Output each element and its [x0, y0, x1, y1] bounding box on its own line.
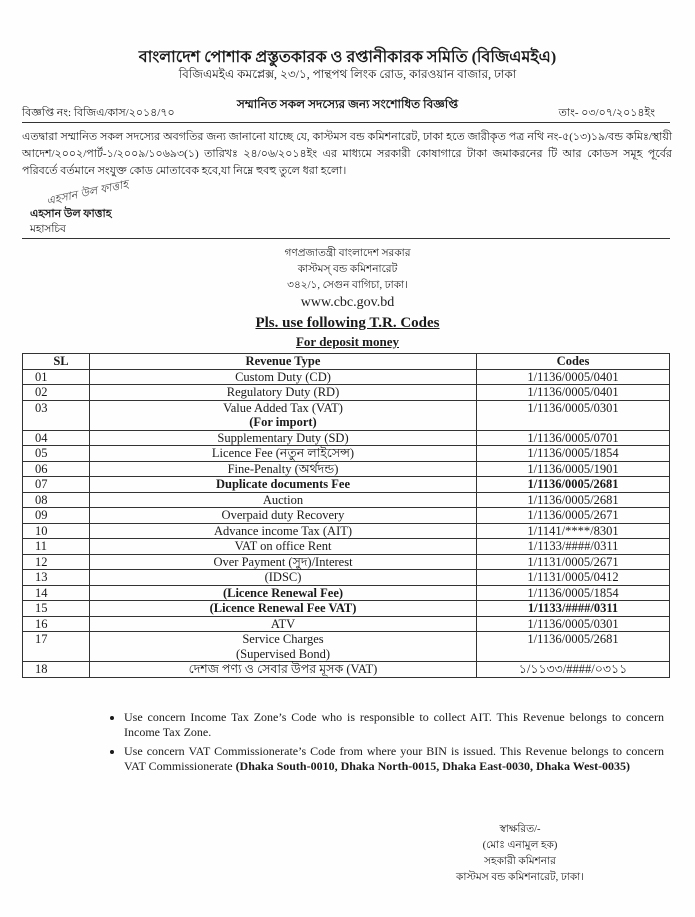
table-row [23, 632, 670, 662]
row-sl: 15 [23, 601, 90, 617]
table-row [23, 430, 670, 446]
row-code: ১/১১৩৩/####/০৩১১ [477, 662, 670, 678]
row-sl: 02 [23, 385, 90, 401]
row-revenue-type [90, 616, 477, 632]
row-revenue-type [90, 508, 477, 524]
row-code: 1/1133/####/0311 [477, 539, 670, 555]
signoff-title: সহকারী কমিশনার [484, 856, 556, 867]
signer-title: মহাসচিব [30, 224, 66, 235]
row-sl: 05 [23, 446, 90, 462]
table-row [23, 492, 670, 508]
row-sl: 03 [23, 400, 90, 430]
row-sl: 12 [23, 554, 90, 570]
header-revenue-type: Revenue Type [90, 354, 477, 370]
row-code: 1/1136/0005/0401 [477, 369, 670, 385]
tr-codes-heading: Pls. use following T.R. Codes [255, 315, 440, 331]
row-revenue-type [90, 369, 477, 385]
header-divider [22, 122, 670, 123]
table-header-row [23, 354, 670, 370]
government-name: গণপ্রজাতন্ত্রী বাংলাদেশ সরকার [284, 248, 411, 259]
table-row [23, 461, 670, 477]
row-code: 1/1136/0005/2671 [477, 508, 670, 524]
row-code: 1/1141/****/8301 [477, 523, 670, 539]
tr-codes-table [22, 353, 670, 678]
row-sl: 17 [23, 632, 90, 662]
table-row [23, 523, 670, 539]
section-divider [22, 238, 670, 239]
row-code: 1/1136/0005/2681 [477, 632, 670, 662]
row-code: 1/1133/####/0311 [477, 601, 670, 617]
revenue-type-label: Duplicate documents Fee [215, 477, 350, 491]
revenue-type-label: (IDSC) [264, 570, 302, 584]
table-row [23, 570, 670, 586]
table-row [23, 446, 670, 462]
website-link[interactable]: www.cbc.gov.bd [300, 295, 395, 310]
notice-paragraph: এতদ্বারা সম্মানিত সকল সদস্যের অবগতির জন্য জানানো যাচ্ছে যে, কাস্টমস বন্ড কমিশনারেট, ঢাকা হতে জারীকৃত পত্র নথি নং-৫(১৩)১৯/বন্ড কমিঃ/স্থায়ী আদেশ/২০০২/পার্ট-১/২০০৯/১০৬৯৩(১) তারিখঃ ২৪/০৬/২০১৪ইং এর মাধ্যমে সরকারী কোষাগারে টাকা জমাকরনের টি আর কোডস সমূহ পূর্বের পরিবর্তে বর্তমানে সংযুক্ত কোড মোতাবেক হবে,যা নিম্নে হুবহু তুলে ধরা হলো। [22, 131, 672, 177]
row-sl: 16 [23, 616, 90, 632]
revenue-type-label: (Licence Renewal Fee) [222, 585, 344, 600]
commissionerate-name: কাস্টমস্ বন্ড কমিশনারেট [297, 264, 398, 275]
note-text: Use concern Income Tax Zone’s Code who is responsible to collect AIT. This Revenue belongs to concern Income Tax Zone. [124, 710, 664, 739]
row-revenue-type [90, 523, 477, 539]
table-row [23, 601, 670, 617]
row-revenue-type [90, 385, 477, 401]
table-row [23, 477, 670, 493]
revenue-type-label: VAT on office Rent [234, 539, 332, 553]
row-revenue-type [90, 539, 477, 555]
revenue-type-label: Fine-Penalty (অর্থদন্ড) [227, 461, 339, 476]
deposit-subheading: For deposit money [295, 334, 400, 349]
table-row [23, 508, 670, 524]
row-sl: 18 [23, 662, 90, 678]
row-code: 1/1136/0005/1854 [477, 585, 670, 601]
table-row [23, 539, 670, 555]
row-sl: 10 [23, 523, 90, 539]
notes-list [104, 710, 664, 778]
revenue-type-label: Over Payment (সুদ)/Interest [213, 554, 353, 569]
reference-number: বিজ্ঞপ্তি নং: বিজিএ/কাস/২০১৪/৭০ [22, 107, 175, 119]
revenue-type-label: Auction [262, 492, 304, 507]
row-sl: 11 [23, 539, 90, 555]
note-text: Use concern VAT Commissionerate’s Code from where your BIN is issued. This Revenue belongs to concern VAT Commissionerate [124, 744, 664, 773]
row-sl: 08 [23, 492, 90, 508]
row-revenue-type [90, 461, 477, 477]
row-sl: 14 [23, 585, 90, 601]
revenue-type-label: (Licence Renewal Fee VAT) [209, 601, 357, 615]
row-code: 1/1131/0005/2671 [477, 554, 670, 570]
org-title: বাংলাদেশ পোশাক প্রস্তুতকারক ও রপ্তানীকারক সমিতি (বিজিএমইএ) [138, 49, 557, 66]
revenue-type-label: Overpaid duty Recovery [221, 508, 345, 522]
org-address: বিজিএমইএ কমপ্লেক্স, ২৩/১, পান্থপথ লিংক রোড, কারওয়ান বাজার, ঢাকা [178, 67, 517, 81]
header-codes: Codes [477, 354, 670, 370]
revenue-type-label: Value Added Tax (VAT) [223, 400, 343, 415]
header-sl: SL [23, 354, 90, 370]
table-row [23, 662, 670, 678]
table-row [23, 385, 670, 401]
row-revenue-type [90, 601, 477, 617]
revenue-type-label: Supplementary Duty (SD) [217, 430, 349, 445]
table-row [23, 616, 670, 632]
row-revenue-type [90, 446, 477, 462]
row-sl: 13 [23, 570, 90, 586]
row-revenue-type [90, 632, 477, 662]
row-sl: 04 [23, 430, 90, 446]
signoff-office: কাস্টমস বন্ড কমিশনারেট, ঢাকা। [456, 872, 584, 883]
row-code: 1/1136/0005/2681 [477, 492, 670, 508]
revenue-type-label: Service Charges [242, 632, 324, 646]
row-revenue-type [90, 662, 477, 678]
row-sl: 01 [23, 369, 90, 385]
row-revenue-type [90, 400, 477, 430]
row-revenue-type [90, 430, 477, 446]
commissionerate-address: ৩৪২/১, সেগুন বাগিচা, ঢাকা। [287, 280, 408, 291]
table-row [23, 554, 670, 570]
table-row [23, 585, 670, 601]
row-code: 1/1136/0005/1854 [477, 446, 670, 462]
row-code: 1/1136/0005/0401 [477, 385, 670, 401]
revenue-type-label: Advance income Tax (AIT) [213, 523, 353, 538]
table-row [23, 400, 670, 430]
signoff-name: (মোঃ এনামুল হক) [482, 840, 558, 851]
row-sl: 07 [23, 477, 90, 493]
notice-title: সম্মানিত সকল সদস্যের জন্য সংশোধিত বিজ্ঞপ্তি [236, 97, 459, 111]
row-code: 1/1136/0005/1901 [477, 461, 670, 477]
row-revenue-type [90, 585, 477, 601]
note-item-ait [124, 710, 664, 740]
note-item-vat [124, 744, 664, 774]
signer-name: এহসান উল ফাত্তাহ [30, 208, 112, 220]
revenue-type-label: Regulatory Duty (RD) [226, 385, 340, 399]
revenue-type-sublabel: (For import) [249, 415, 317, 429]
handwritten-signature: এহসান উল ফাত্তাহ [45, 177, 130, 208]
notice-date: তাং- ০৩/০৭/২০১৪ইং [558, 107, 655, 119]
row-revenue-type [90, 492, 477, 508]
row-revenue-type [90, 570, 477, 586]
row-sl: 09 [23, 508, 90, 524]
row-code: 1/1136/0005/0301 [477, 400, 670, 430]
table-row [23, 369, 670, 385]
row-revenue-type [90, 477, 477, 493]
signoff-signed: স্বাক্ষরিত/- [499, 824, 541, 835]
row-code: 1/1136/0005/0301 [477, 616, 670, 632]
revenue-type-label: Custom Duty (CD) [235, 369, 331, 384]
revenue-type-label: ATV [270, 616, 296, 631]
revenue-type-sublabel: (Supervised Bond) [235, 646, 331, 661]
row-revenue-type [90, 554, 477, 570]
row-code: 1/1136/0005/2681 [477, 477, 670, 493]
row-code: 1/1136/0005/0701 [477, 430, 670, 446]
row-sl: 06 [23, 461, 90, 477]
revenue-type-label: Licence Fee (নতুন লাইসেন্স) [211, 446, 355, 460]
row-code: 1/1131/0005/0412 [477, 570, 670, 586]
revenue-type-label: দেশজ পণ্য ও সেবার উপর মূসক (VAT) [188, 662, 378, 676]
note-bold-codes: (Dhaka South-0010, Dhaka North-0015, Dhaka East-0030, Dhaka West-0035) [235, 759, 631, 773]
